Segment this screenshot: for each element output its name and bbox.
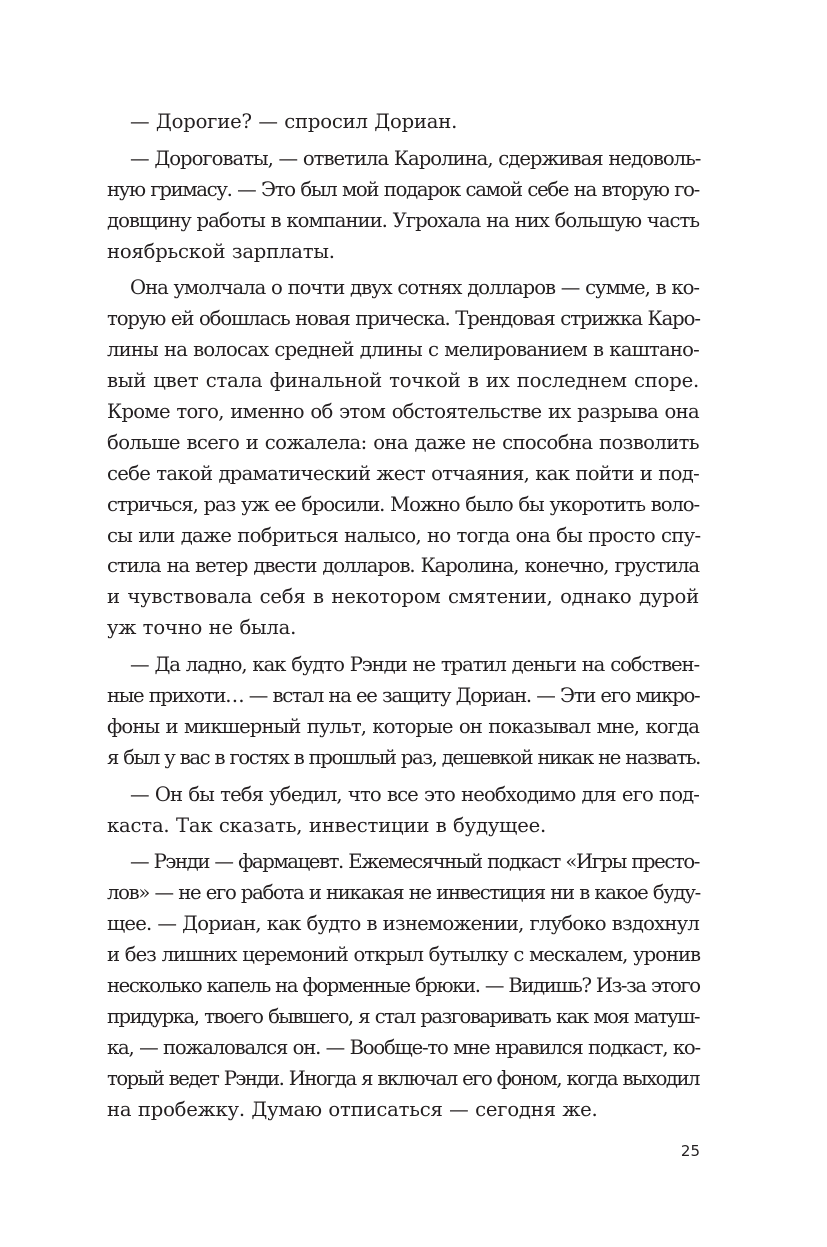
text-line: ные прихоти… — встал на ее защиту Дориан. — Эти его микро- — [107, 684, 700, 708]
text-line: торую ей обошлась новая прическа. Трендовая стрижка Каро- — [107, 307, 700, 331]
text-line: — Он бы тебя убедил, что все это необходимо для его под- — [130, 782, 699, 806]
text-line: на пробежку. Думаю отписаться — сегодня же. — [107, 1097, 598, 1121]
text-line: лов» — не его работа и никакая не инвестиция ни в какое буду- — [107, 881, 700, 905]
text-line: торый ведет Рэнди. Иногда я включал его фоном, когда выходил — [107, 1066, 699, 1090]
text-line: и чувствовала себя в некотором смятении, однако дурой — [107, 585, 699, 609]
text-line: щее. — Дориан, как будто в изнеможении, глубоко вздохнул — [107, 912, 699, 936]
text-line: — Дороговаты, — ответила Каролина, сдерживая недоволь- — [130, 146, 701, 170]
text-line: — Дорогие? — спросил Дориан. — [130, 110, 458, 133]
text-line: ноябрьской зарплаты. — [107, 239, 335, 263]
text-line: уж точно не была. — [107, 616, 297, 640]
text-line: я был у вас в гостях в прошлый раз, дешевкой никак не назвать. — [107, 745, 700, 769]
text-line: стила на ветер двести долларов. Каролина, конечно, грустила — [107, 554, 699, 578]
text-line: вый цвет стала финальной точкой в их последнем споре. — [107, 369, 699, 393]
text-line: ную гримасу. — Это был мой подарок самой себе на вторую го- — [107, 177, 699, 201]
text-line: стричься, раз уж ее бросили. Можно было бы укоротить воло- — [107, 492, 699, 516]
text-line: лины на волосах средней длины с мелированием в каштано- — [107, 338, 699, 362]
text-line: сы или даже побриться налысо, но тогда она бы просто спу- — [107, 523, 701, 547]
text-line: ка, — пожаловался он. — Вообще-то мне нравился подкаст, ко- — [107, 1035, 700, 1059]
text-line: больше всего и сожалела: она даже не способна позволить — [107, 430, 699, 454]
text-line: несколько капель на форменные брюки. — Видишь? Из-за этого — [107, 974, 700, 998]
text-line: довщину работы в компании. Угрохала на них большую часть — [107, 208, 699, 232]
text-line: и без лишних церемоний открыл бутылку с мескалем, уронив — [107, 943, 701, 967]
text-line: себе такой драматический жест отчаяния, как пойти и под- — [107, 461, 699, 485]
text-line: — Рэнди — фармацевт. Ежемесячный подкаст «Игры престо- — [130, 850, 699, 874]
page-number: 25 — [680, 1142, 700, 1160]
text-line: Кроме того, именно об этом обстоятельстве их разрыва она — [107, 400, 699, 424]
body-text — [107, 107, 699, 1126]
text-line: каста. Так сказать, инвестиции в будущее. — [107, 813, 547, 837]
text-line: Она умолчала о почти двух сотнях долларов — сумме, в ко- — [130, 276, 700, 300]
text-line: — Да ладно, как будто Рэнди не тратил деньги на собствен- — [130, 653, 699, 677]
text-line: придурка, твоего бывшего, я стал разговаривать как моя матуш- — [107, 1004, 699, 1028]
text-line: фоны и микшерный пульт, которые он показывал мне, когда — [107, 714, 699, 738]
